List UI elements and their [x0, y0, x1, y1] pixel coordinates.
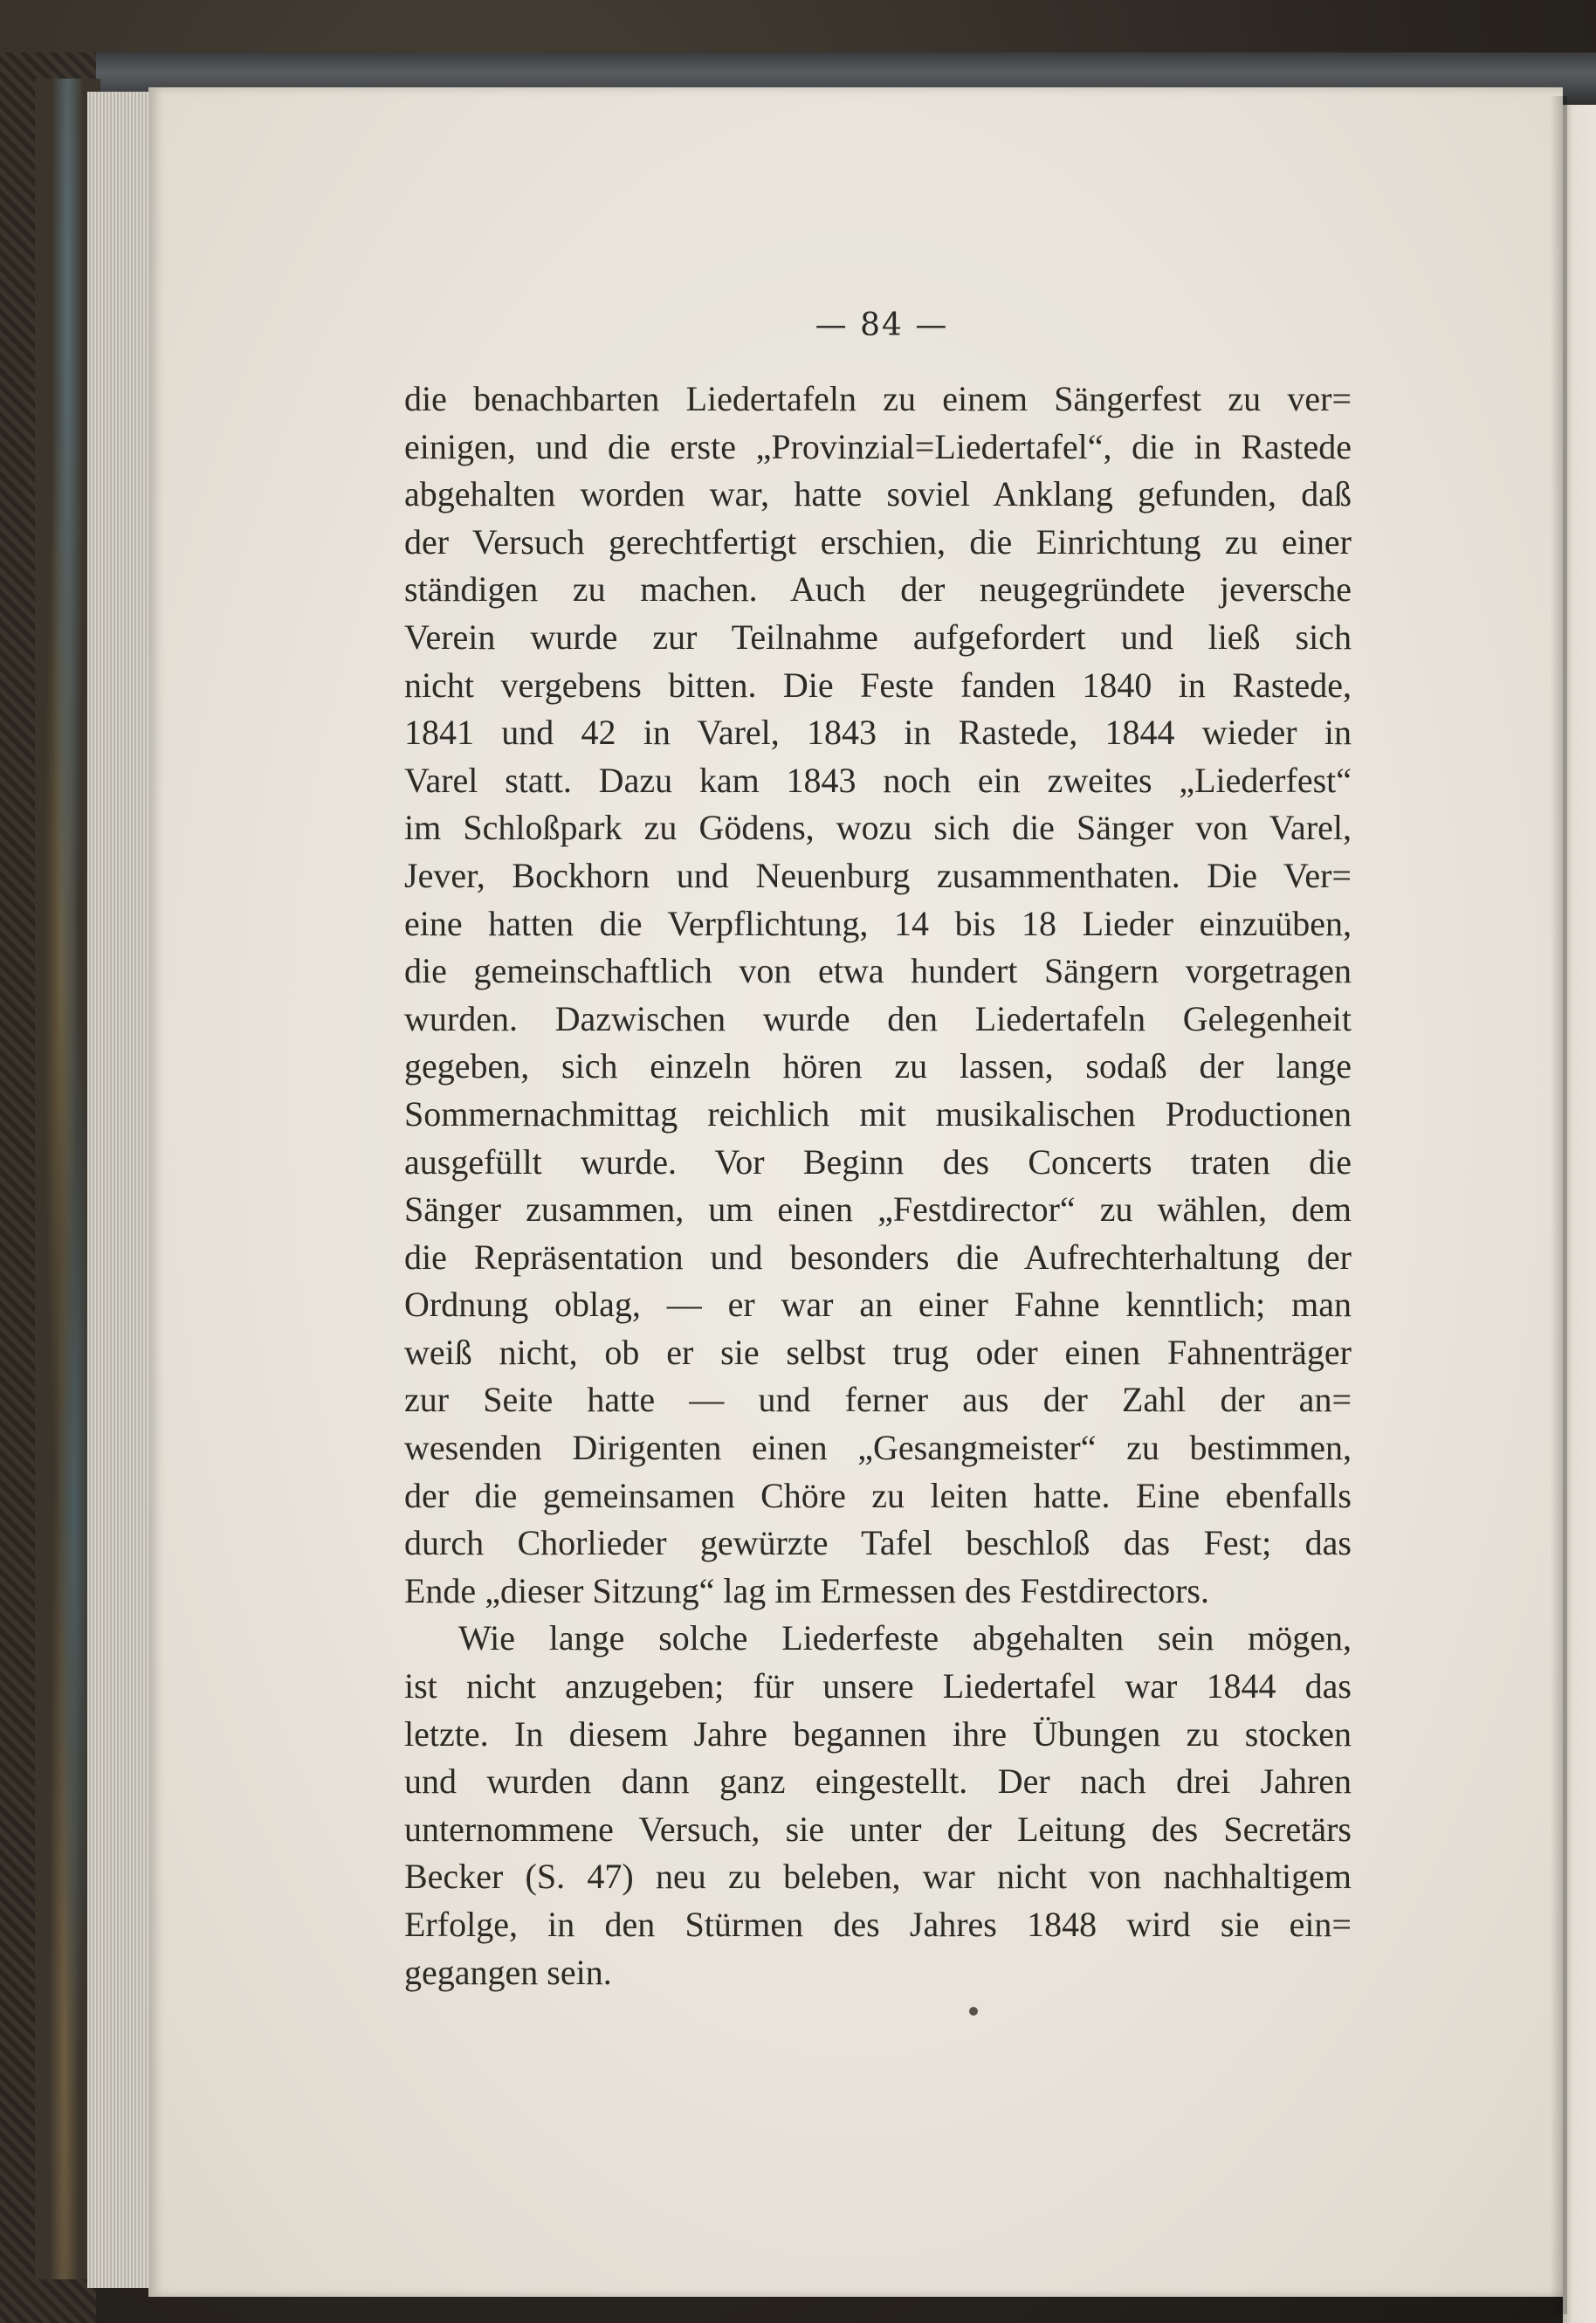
text-line: letzte. In diesem Jahre begannen ihre Übungen zu stocken — [404, 1713, 1352, 1754]
gutter-shadow — [1550, 96, 1567, 2314]
text-line: Sommernachmittag reichlich mit musikalischen Productionen — [404, 1093, 1352, 1134]
text-line: Ordnung oblag, — er war an einer Fahne kenntlich; man — [404, 1285, 1352, 1325]
text-line: Erfolge, in den Stürmen des Jahres 1848 wird sie ein= — [404, 1905, 1352, 1944]
text-line: wurden. Dazwischen wurde den Liedertafeln Gelegenheit — [404, 998, 1352, 1038]
text-line: ständigen zu machen. Auch der neugegründete jeversche — [404, 569, 1352, 610]
text-line: unternommene Versuch, sie unter der Leitung des Secretärs — [404, 1809, 1352, 1849]
text-line: Ende „dieser Sitzung“ lag im Ermessen des Festdirectors. — [404, 1570, 1209, 1610]
text-line: im Schloßpark zu Gödens, wozu sich die Sänger von Varel, — [404, 808, 1352, 848]
text-line: die Repräsentation und besonders die Aufrechterhaltung der — [404, 1237, 1352, 1277]
text-line: eine hatten die Verpflichtung, 14 bis 18 Lieder einzuüben, — [404, 903, 1352, 943]
body-text — [404, 376, 1352, 1996]
text-line: weiß nicht, ob er sie selbst trug oder einen Fahnenträger — [404, 1332, 1352, 1372]
text-line: zur Seite hatte — und ferner aus der Zahl der an= — [404, 1380, 1352, 1420]
text-line: abgehalten worden war, hatte soviel Anklang gefunden, daß — [404, 474, 1352, 514]
text-line: Jever, Bockhorn und Neuenburg zusammenthaten. Die Ver= — [404, 855, 1352, 895]
text-line: ist nicht anzugeben; für unsere Liedertafel war 1844 das — [404, 1666, 1352, 1706]
page-number: — 84 — — [815, 307, 949, 343]
text-line: der Versuch gerechtfertigt erschien, die Einrichtung zu einer — [404, 521, 1352, 562]
text-line: 1841 und 42 in Varel, 1843 in Rastede, 1844 wieder in — [404, 713, 1352, 753]
text-line: Verein wurde zur Teilnahme aufgefordert und ließ sich — [404, 617, 1352, 657]
text-line: wesenden Dirigenten einen „Gesangmeister“ zu bestimmen, — [404, 1428, 1352, 1468]
text-line: die benachbarten Liedertafeln zu einem Sängerfest zu ver= — [404, 379, 1352, 418]
ink-dot-ornament — [969, 2007, 978, 2016]
text-line: ausgefüllt wurde. Vor Beginn des Concerts traten die — [404, 1141, 1352, 1182]
text-line: einigen, und die erste „Provinzial=Liedertafel“, die in Rastede — [404, 426, 1352, 466]
text-line: Becker (S. 47) neu zu beleben, war nicht von nachhaltigem — [404, 1857, 1352, 1897]
text-line: Wie lange solche Liederfeste abgehalten sein mögen, — [458, 1618, 1352, 1658]
text-line: und wurden dann ganz eingestellt. Der nach drei Jahren — [404, 1761, 1352, 1802]
text-line: durch Chorlieder gewürzte Tafel beschloß das Fest; das — [404, 1523, 1352, 1563]
text-line: gegeben, sich einzeln hören zu lassen, sodaß der lange — [404, 1046, 1352, 1086]
text-line: gegangen sein. — [404, 1952, 612, 1992]
text-line: der die gemeinsamen Chöre zu leiten hatte. Eine ebenfalls — [404, 1475, 1352, 1515]
text-line: nicht vergebens bitten. Die Feste fanden 1840 in Rastede, — [404, 665, 1352, 705]
facing-page — [1563, 105, 1596, 2323]
text-line: die gemeinschaftlich von etwa hundert Sängern vorgetragen — [404, 951, 1352, 991]
page-edges — [87, 92, 157, 2288]
text-line: Varel statt. Dazu kam 1843 noch ein zweites „Liederfest“ — [404, 760, 1352, 800]
text-line: Sänger zusammen, um einen „Festdirector“ zu wählen, dem — [404, 1189, 1352, 1230]
